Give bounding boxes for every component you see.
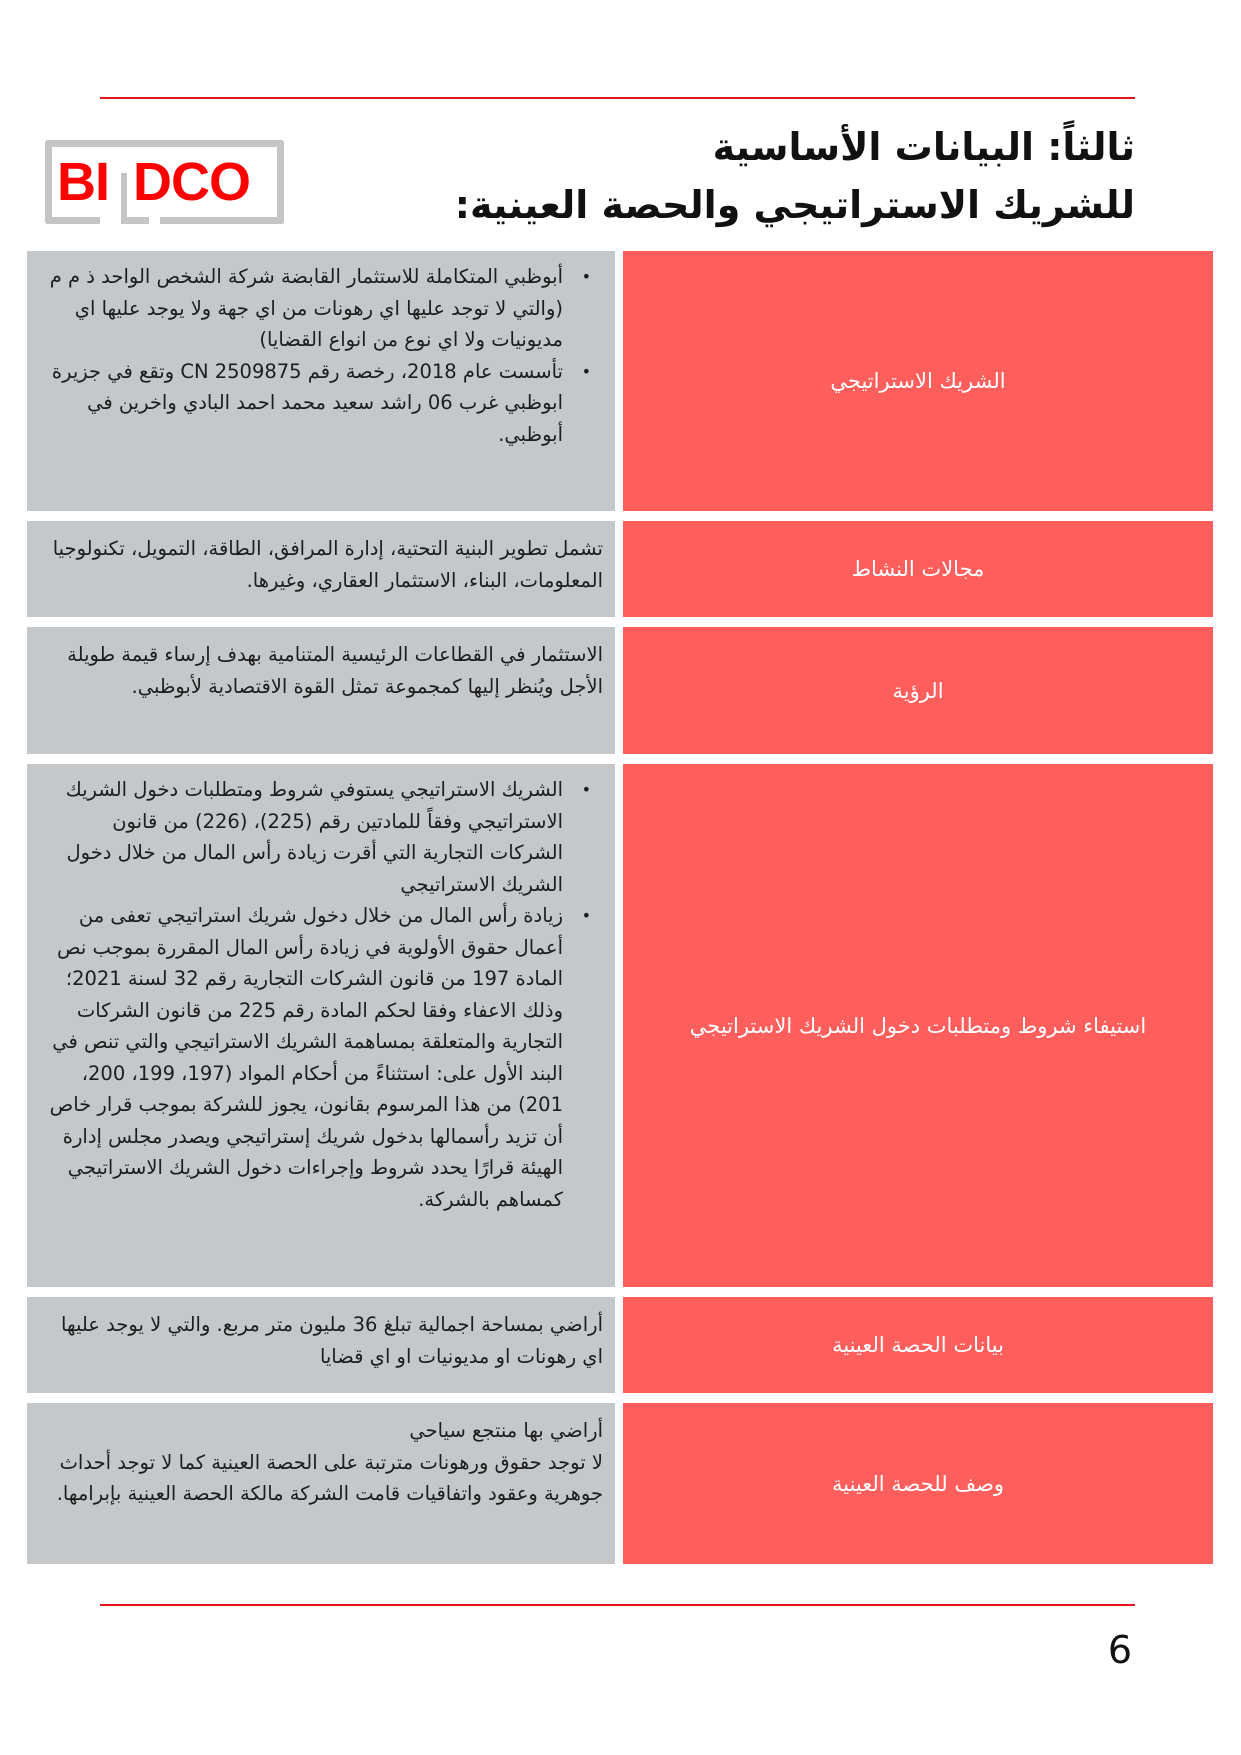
in-kind-share-description-line-2: لا توجد حقوق ورهونات مترتبة على الحصة العينية كما لا توجد أحداث جوهرية وعقود واتفاقيات قامت الشركة مالكة الحصة العينية بإبرامها. — [56, 1450, 603, 1505]
table-row-activity-fields — [27, 521, 1213, 617]
entry-requirements-bullets — [37, 774, 603, 1215]
footer-rule — [100, 1604, 1135, 1606]
vision-text: الاستثمار في القطاعات الرئيسية المتنامية بهدف إرساء قيمة طويلة الأجل ويُنظر إليها كمجموعة تمثل القوة الاقتصادية لأبوظبي. — [67, 643, 603, 698]
in-kind-share-description-line-1: أراضي بها منتجع سياحي — [409, 1419, 603, 1442]
table-row-in-kind-share-description — [27, 1403, 1213, 1564]
in-kind-share-description-label: وصف للحصة العينية — [623, 1403, 1213, 1564]
strategic-partner-label: الشريك الاستراتيجي — [623, 251, 1213, 511]
entry-requirements-value — [27, 764, 615, 1287]
vision-label: الرؤية — [623, 627, 1213, 754]
svg-text:BI: BI — [57, 152, 109, 212]
list-item: • تأسست عام 2018، رخصة رقم CN 2509875 وتقع في جزيرة ابوظبي غرب 06 راشد سعيد محمد احمد البادي واخرين في أبوظبي. — [37, 356, 563, 451]
in-kind-share-data-label: بيانات الحصة العينية — [623, 1297, 1213, 1393]
bidco-logo-icon — [37, 137, 292, 227]
entry-requirements-label: استيفاء شروط ومتطلبات دخول الشريك الاستراتيجي — [623, 764, 1213, 1287]
page-title — [375, 118, 1135, 234]
page-number: 6 — [1107, 1628, 1133, 1672]
in-kind-share-data-text: أراضي بمساحة اجمالية تبلغ 36 مليون متر مربع. والتي لا يوجد عليها اي رهونات او مديونيات او اي قضايا — [61, 1313, 603, 1368]
strategic-partner-value — [27, 251, 615, 511]
header-rule — [100, 97, 1135, 99]
activity-fields-value — [27, 521, 615, 617]
list-item: • زيادة رأس المال من خلال دخول شريك استراتيجي تعفى من أعمال حقوق الأولوية في زيادة رأس المال المقررة بموجب نص المادة 197 من قانون الشركات التجارية رقم 32 لسنة 2021؛ وذلك الاعفاء وفقا لحكم المادة رقم 225 من قانون الشركات التجارية والمتعلقة بمساهمة الشريك الاستراتيجي والتي تنص في البند الأول على: استثناءً من أحكام المواد (197، 199، 200، 201) من هذا المرسوم بقانون، يجوز للشركة بموجب قرار خاص أن تزيد رأسمالها بدخول شريك إستراتيجي ويصدر مجلس إدارة الهيئة قرارًا يحدد شروط وإجراءات دخول الشريك الاستراتيجي كمساهم بالشركة. — [37, 900, 563, 1215]
activity-fields-label: مجالات النشاط — [623, 521, 1213, 617]
svg-text:DCO: DCO — [133, 152, 250, 212]
list-item: • أبوظبي المتكاملة للاستثمار القابضة شركة الشخص الواحد ذ م م (والتي لا توجد عليها اي رهونات من اي جهة ولا يوجد عليها اي مديونيات ولا اي نوع من انواع القضايا) — [37, 261, 563, 356]
company-logo — [37, 137, 292, 227]
table-row-in-kind-share-data — [27, 1297, 1213, 1393]
table-row-entry-requirements — [27, 764, 1213, 1287]
table-row-vision — [27, 627, 1213, 754]
page-title-line-2: للشريك الاستراتيجي والحصة العينية: — [454, 183, 1135, 227]
table-row-strategic-partner — [27, 251, 1213, 511]
activity-fields-text: تشمل تطوير البنية التحتية، إدارة المرافق، الطاقة، التمويل، تكنولوجيا المعلومات، البناء، الاستثمار العقاري، وغيرها. — [52, 537, 603, 592]
strategic-partner-bullets — [37, 261, 603, 450]
page-title-line-1: ثالثاً: البيانات الأساسية — [712, 125, 1135, 169]
vision-value — [27, 627, 615, 754]
in-kind-share-data-value — [27, 1297, 615, 1393]
list-item: • الشريك الاستراتيجي يستوفي شروط ومتطلبات دخول الشريك الاستراتيجي وفقاً للمادتين رقم (225)، (226) من قانون الشركات التجارية التي أقرت زيادة رأس المال من خلال دخول الشريك الاستراتيجي — [37, 774, 563, 900]
in-kind-share-description-value — [27, 1403, 615, 1564]
partner-data-table — [27, 251, 1213, 1574]
